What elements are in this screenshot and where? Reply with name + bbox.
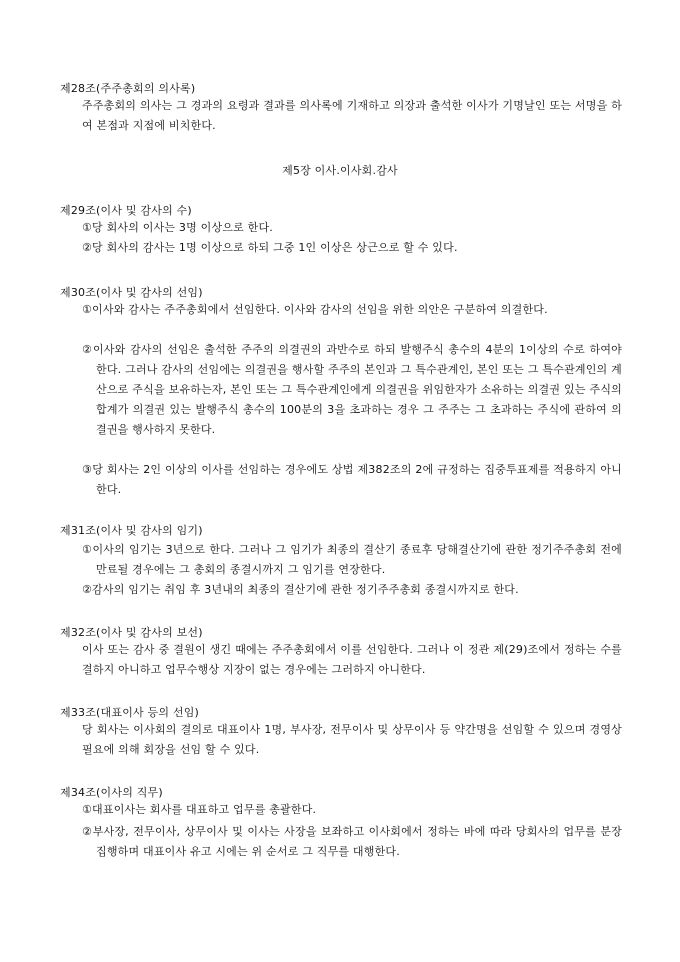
article-31-title: 제31조(이사 및 감사의 임기) [60, 524, 203, 537]
article-30-item-3: ③당 회사는 2인 이상의 이사를 선임하는 경우에도 상법 제382조의 2에 규정하는 집중투표제를 적용하지 아니한다. [82, 463, 622, 496]
article-33-body: 당 회사는 이사회의 결의로 대표이사 1명, 부사장, 전무이사 및 상무이사 등 약간명을 선임할 수 있으며 경영상 필요에 의해 회장을 선임 할 수 있다. [82, 723, 622, 756]
chapter-5-title: 제5장 이사.이사회.감사 [282, 164, 398, 177]
article-29-item-1: ①당 회사의 이사는 3명 이상으로 한다. [82, 221, 274, 234]
article-30-item-1: ①이사와 감사는 주주총회에서 선임한다. 이사와 감사의 선임을 위한 의안은 구분하여 의결한다. [82, 303, 548, 316]
article-31-item-1: ①이사의 임기는 3년으로 한다. 그러나 그 임기가 최종의 결산기 종료후 당해결산기에 관한 정기주주총회 전에 만료될 경우에는 그 총회의 종결시까지 그 임기를 연장한다. [82, 543, 622, 576]
article-30-item-2: ②이사와 감사의 선임은 출석한 주주의 의결권의 과반수로 하되 발행주식 총수의 4분의 1이상의 수로 하여야 한다. 그러나 감사의 선임에는 의결권을 행사할 주주의 본인과 그 특수관계인, 본인 또는 그 특수관계인의 계산으로 주식을 보유하는자, 본인 또는 그 특수관계인에게 의결권을 위임한자가 소유하는 의결권 있는 주식의 합계가 의결권 있는 발행주식 총수의 100분의 3을 초과하는 경우 그 주주는 그 초과하는 주식에 관하여 의결권을 행사하지 못한다. [82, 343, 622, 436]
article-29-title: 제29조(이사 및 감사의 수) [60, 204, 192, 217]
article-32-title: 제32조(이사 및 감사의 보선) [60, 626, 203, 639]
article-30-title: 제30조(이사 및 감사의 선임) [60, 286, 203, 299]
article-29-item-2: ②당 회사의 감사는 1명 이상으로 하되 그중 1인 이상은 상근으로 할 수 있다. [82, 241, 458, 254]
article-34-item-1: ①대표이사는 회사를 대표하고 업무를 총괄한다. [82, 803, 317, 816]
article-33-title: 제33조(대표이사 등의 선임) [60, 706, 200, 719]
article-32-body: 이사 또는 감사 중 결원이 생긴 때에는 주주총회에서 이를 선임한다. 그러나 이 정관 제(29)조에서 정하는 수를 결하지 아니하고 업무수행상 지장이 없는 경우에는 그러하지 아니한다. [82, 643, 622, 676]
article-34-title: 제34조(이사의 직무) [60, 786, 163, 799]
article-31-item-2: ②감사의 임기는 취임 후 3년내의 최종의 결산기에 관한 정기주주총회 종결시까지로 한다. [82, 583, 519, 596]
article-34-item-2: ②부사장, 전무이사, 상무이사 및 이사는 사장을 보좌하고 이사회에서 정하는 바에 따라 당회사의 업무를 분장 집행하며 대표이사 유고 시에는 위 순서로 그 직무를 대행한다. [82, 825, 622, 858]
article-28-body: 주주총회의 의사는 그 경과의 요령과 결과를 의사록에 기재하고 의장과 출석한 이사가 기명날인 또는 서명을 하여 본점과 지점에 비치한다. [82, 99, 622, 132]
article-28-title: 제28조(주주총회의 의사록) [60, 82, 196, 95]
